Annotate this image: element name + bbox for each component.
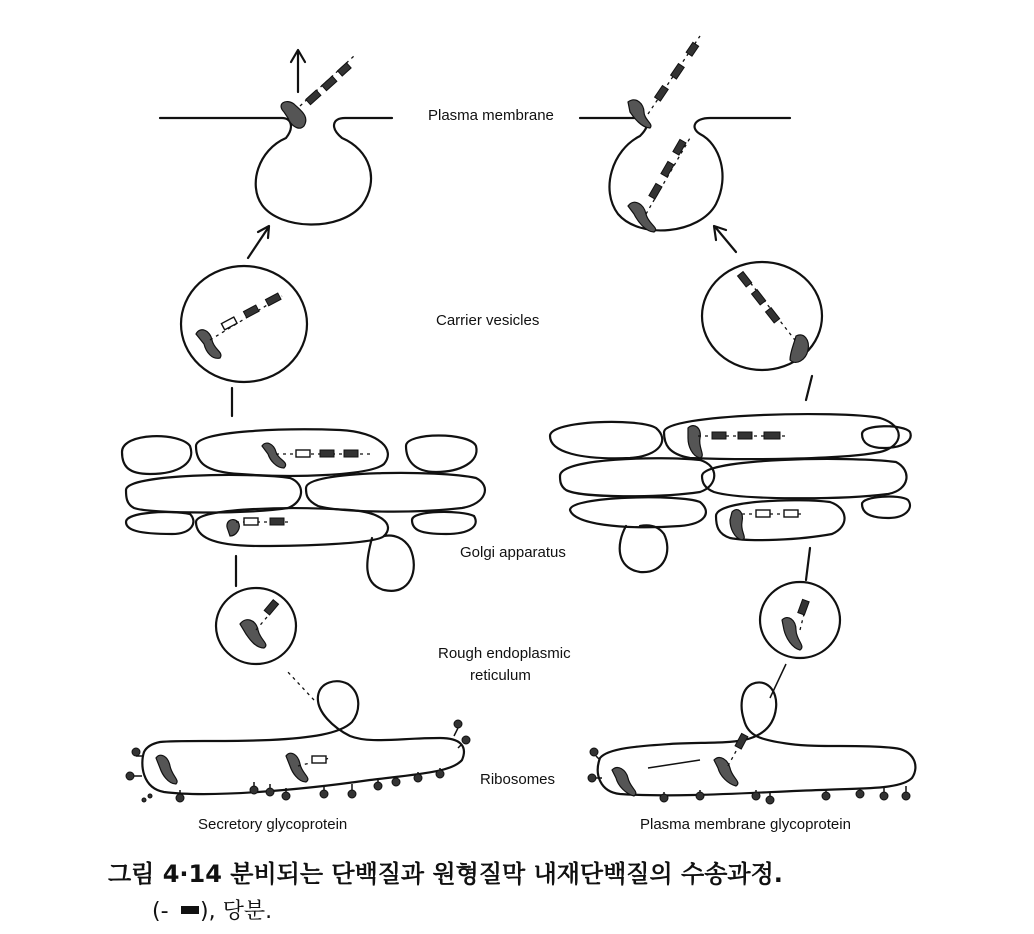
label-ribosomes: Ribosomes xyxy=(480,771,556,788)
label-plasma-membrane-glycoprotein: Plasma membrane glycoprotein xyxy=(640,816,851,833)
label-rough-er-line1: Rough endoplasmic xyxy=(438,645,571,662)
budding-path-left xyxy=(286,670,314,700)
label-carrier-vesicles: Carrier vesicles xyxy=(436,312,540,329)
label-plasma-membrane: Plasma membrane xyxy=(428,107,554,124)
sugar-legend-mark xyxy=(181,906,199,914)
er-vesicle-protein-right xyxy=(782,599,809,650)
er-protein-left xyxy=(156,753,330,784)
figure-caption-line2-prefix: (- xyxy=(152,899,169,924)
figure-caption-line2-suffix: ), 당분. xyxy=(200,899,273,924)
er-vesicle-protein-left xyxy=(240,600,279,648)
golgi-right xyxy=(550,414,911,572)
arrow-right-1 xyxy=(716,228,736,252)
arrow-right-3 xyxy=(806,548,810,580)
rough-er-right xyxy=(598,682,916,795)
plasma-membrane-right xyxy=(580,118,790,230)
budding-path-right xyxy=(770,664,786,698)
label-rough-er-line2: reticulum xyxy=(470,667,531,684)
anchored-protein-top xyxy=(628,36,700,128)
arrow-right-2 xyxy=(806,376,812,400)
carrier-vesicle-left xyxy=(181,266,307,382)
plasma-membrane-left xyxy=(160,118,392,225)
anchored-protein-vesicle xyxy=(628,138,690,232)
vesicle-protein-left xyxy=(196,293,282,358)
label-golgi-apparatus: Golgi apparatus xyxy=(460,544,566,561)
secretion-arrow xyxy=(291,50,305,92)
label-secretory-glycoprotein: Secretory glycoprotein xyxy=(198,816,348,833)
vesicle-protein-right xyxy=(738,272,809,363)
golgi-left xyxy=(122,429,485,591)
figure-caption-line1: 그림 4·14 분비되는 단백질과 원형질막 내재단백질의 수송과정. xyxy=(108,860,783,888)
